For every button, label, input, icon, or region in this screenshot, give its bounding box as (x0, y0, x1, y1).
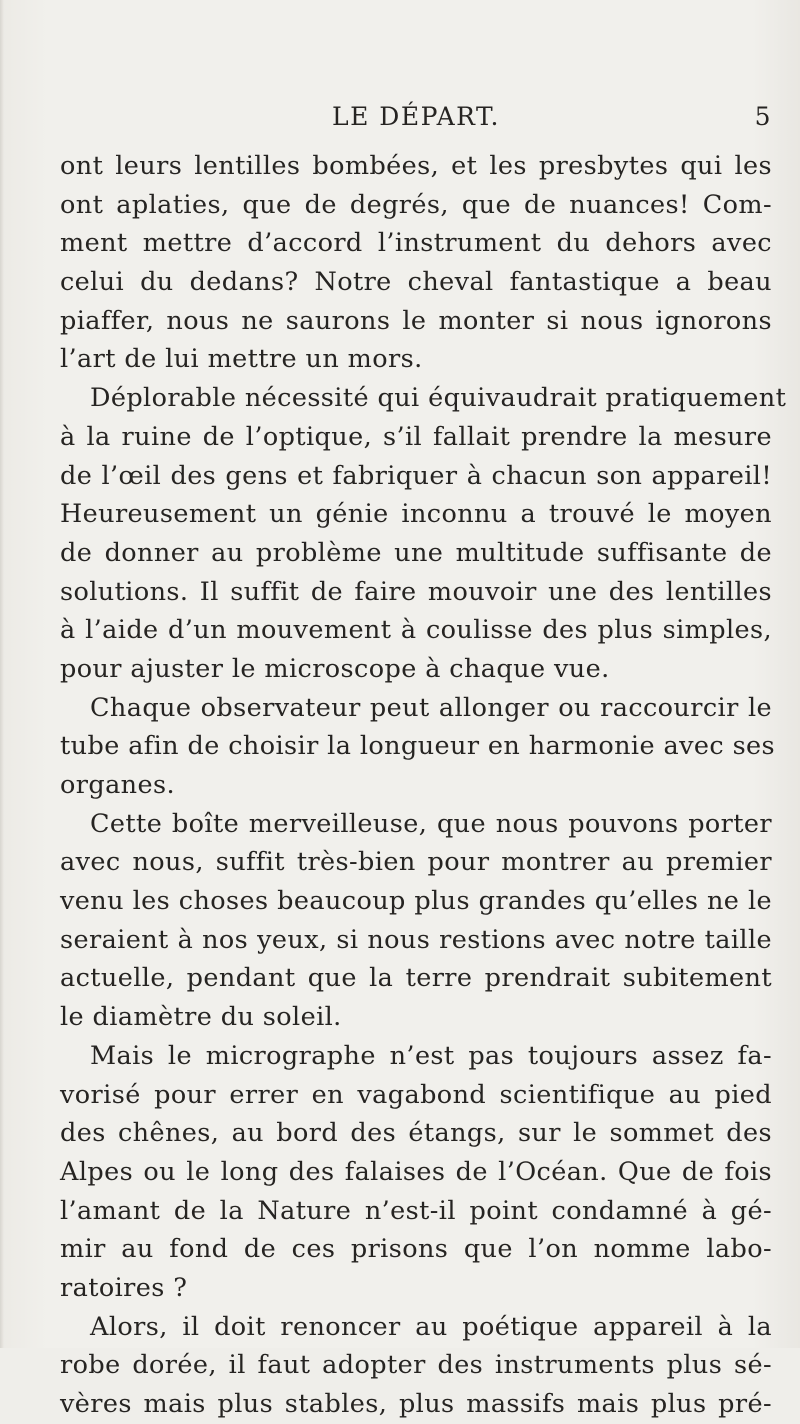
text-line: solutions. Il suffit de faire mouvoir une des lentilles (60, 576, 772, 607)
text-line: ratoires ? (60, 1272, 188, 1303)
page-number: 5 (754, 102, 772, 131)
text-line: Déplorable nécessité qui équivaudrait pratiquement (90, 383, 787, 414)
text-line: actuelle, pendant que la terre prendrait subitement (60, 963, 772, 994)
text-line: piaffer, nous ne saurons le monter si nous ignorons (60, 305, 772, 336)
text-line: organes. (60, 770, 175, 800)
text-line: l’amant de la Nature n’est-il point condamné à gé- (60, 1195, 772, 1226)
text-line: des chênes, au bord des étangs, sur le sommet des (60, 1118, 772, 1149)
text-line: vères mais plus stables, plus massifs mais plus pré- (60, 1389, 772, 1419)
running-title: LE DÉPART. (331, 102, 500, 131)
text-line: seraient à nos yeux, si nous restions avec notre taille (60, 924, 772, 955)
text-line: celui du dedans? Notre cheval fantastique a beau (60, 267, 772, 298)
text-line: tube afin de choisir la longueur en harmonie avec ses (60, 731, 776, 762)
text-line: Mais le micrographe n’est pas toujours assez fa- (90, 1040, 772, 1071)
text-line: à la ruine de l’optique, s’il fallait prendre la mesure (60, 421, 772, 452)
text-line: robe dorée, il faut adopter des instruments plus sé- (60, 1350, 772, 1381)
text-line: avec nous, suffit très-bien pour montrer au premier (60, 847, 772, 878)
text-line: Chaque observateur peut allonger ou raccourcir le (90, 692, 772, 723)
text-line: vorisé pour errer en vagabond scientifique au pied (60, 1079, 772, 1110)
text-line: l’art de lui mettre un mors. (60, 344, 423, 375)
text-line: Alors, il doit renoncer au poétique appareil à la (90, 1311, 772, 1342)
body-text (60, 147, 787, 1424)
text-line: de donner au problème une multitude suffisante de (60, 537, 772, 568)
running-header (60, 100, 772, 134)
text-line: à l’aide d’un mouvement à coulisse des plus simples, (60, 615, 772, 646)
text-line: Cette boîte merveilleuse, que nous pouvons porter (90, 808, 772, 839)
text-line: mir au fond de ces prisons que l’on nomme labo- (60, 1234, 772, 1265)
text-line: venu les choses beaucoup plus grandes qu’elles ne le (60, 886, 772, 917)
text-line: Heureusement un génie inconnu a trouvé le moyen (60, 499, 772, 530)
text-line: Alpes ou le long des falaises de l’Océan. Que de fois (60, 1156, 772, 1187)
text-line: ont leurs lentilles bombées, et les presbytes qui les (60, 151, 772, 181)
text-line: le diamètre du soleil. (60, 1002, 342, 1033)
text-line: ont aplaties, que de degrés, que de nuances! Com- (60, 189, 772, 220)
page-edge-shadow (0, 0, 4, 1348)
text-line: de l’œil des gens et fabriquer à chacun son appareil! (60, 460, 772, 491)
text-line: ment mettre d’accord l’instrument du dehors avec (60, 228, 772, 259)
text-line: pour ajuster le microscope à chaque vue. (60, 653, 610, 684)
